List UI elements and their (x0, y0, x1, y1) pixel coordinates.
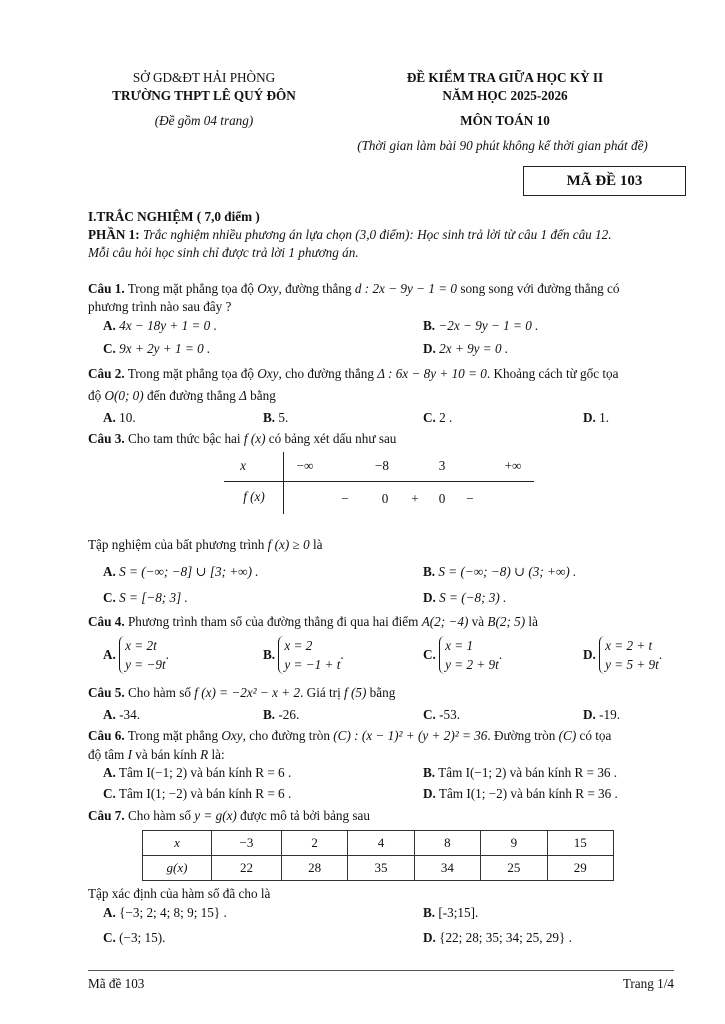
q1-d-text: 2x + 9y = 0 . (439, 341, 509, 356)
q5-d-key: D. (583, 707, 596, 722)
q1-d-key: D. (423, 341, 436, 356)
q5-option-a[interactable] (103, 707, 140, 723)
q2-a-text: 10. (119, 410, 136, 425)
q2-option-a[interactable] (103, 410, 136, 426)
q2-stem-2 (88, 388, 276, 404)
q6-a-text: Tâm I(−1; 2) và bán kính R = 6 . (118, 765, 292, 780)
q4-d-line1: x = 2 + t (605, 638, 653, 653)
q3-a-text: S = (−∞; −8] ∪ [3; +∞) . (119, 564, 259, 579)
q5-function: f (x) = −2x² − x + 2 (194, 685, 301, 700)
q2-text-d3: bằng (246, 388, 276, 403)
page-count: (Đề gồm 04 trang) (154, 113, 254, 128)
q2-d-text: 1. (599, 410, 610, 425)
part-text: Trắc nghiệm nhiều phương án lựa chọn (3,0 điểm): Học sinh trả lời từ câu 1 đến câu 12. (139, 227, 612, 242)
table-cell: 34 (414, 856, 480, 881)
q7-option-b[interactable] (423, 905, 478, 921)
section-title: I.TRẮC NGHIỆM ( 7,0 điểm ) (88, 209, 260, 224)
q4-text-a: Phương trình tham số của đường thẳng đi qua hai điểm (124, 614, 422, 629)
q7-text-a: Cho hàm số (124, 808, 195, 823)
q4-b-line1: x = 2 (284, 638, 313, 653)
q7-b-key: B. (423, 905, 436, 920)
table-cell: 35 (348, 856, 414, 881)
q2-c-key: C. (423, 410, 436, 425)
q4-label: Câu 4. (88, 614, 125, 629)
q2-label: Câu 2. (88, 366, 125, 381)
q6-option-b[interactable] (423, 765, 617, 781)
q6-text-a: Trong mặt phẳng (124, 728, 222, 743)
q6-stem-2 (88, 747, 225, 763)
q4-text-b: là (525, 614, 538, 629)
q2-b-text: 5. (278, 410, 289, 425)
q7-function: y = g(x) (194, 808, 237, 823)
q4-b-system (278, 636, 340, 674)
q3-option-d[interactable] (423, 590, 506, 606)
time-note: (Thời gian làm bài 90 phút không kể thời gian phát đề) (357, 138, 648, 153)
q4-c-system (439, 636, 499, 674)
q1-text-a: Trong mặt phẳng tọa độ (124, 281, 258, 296)
q1-c-key: C. (103, 341, 116, 356)
q4-b-line2: y = −1 + t (284, 657, 341, 672)
q4-d-line2: y = 5 + 9t (605, 657, 659, 672)
q5-a-key: A. (103, 707, 116, 722)
q6-r: R (200, 747, 209, 762)
q1-option-c[interactable] (103, 341, 210, 357)
q6-option-d[interactable] (423, 786, 618, 802)
q4-c-line1: x = 1 (445, 638, 474, 653)
q2-origin: O(0; 0) (104, 388, 144, 403)
q2-text-d2: đến đường thẳng (143, 388, 240, 403)
exam-code-box (523, 166, 686, 196)
q3-d-key: D. (423, 590, 436, 605)
q2-text-a: Trong mặt phẳng tọa độ (124, 366, 258, 381)
q4-d-system (599, 636, 659, 674)
q4-option-b[interactable]: B. x = 2 y = −1 + t. (263, 638, 344, 672)
q3-a-key: A. (103, 564, 116, 579)
q2-text-c: . Khoảng cách từ gốc tọa (486, 366, 619, 381)
q5-d-text: -19. (599, 707, 621, 722)
sign-x-label: x (240, 458, 246, 473)
exam-title: ĐỀ KIỂM TRA GIỮA HỌC KỲ II (406, 70, 604, 85)
q7-option-c[interactable] (103, 930, 165, 946)
q1-b-key: B. (423, 318, 436, 333)
q3-prompt-a: Tập nghiệm của bất phương trình (88, 537, 268, 552)
q5-a-text: -34. (119, 707, 141, 722)
q2-option-b[interactable] (263, 410, 288, 426)
q2-d-key: D. (583, 410, 596, 425)
q7-c-text: (−3; 15). (119, 930, 166, 945)
q2-text-b: , cho đường thẳng (278, 366, 378, 381)
sign-value: + (411, 491, 419, 506)
q2-equation: Δ : 6x − 8y + 10 = 0 (377, 366, 487, 381)
q6-c-text: Tâm I(1; −2) và bán kính R = 6 . (118, 786, 292, 801)
q5-text-b: . Giá trị (300, 685, 345, 700)
q3-d-text: S = (−8; 3) . (439, 590, 507, 605)
q4-c-key: C. (423, 647, 436, 662)
q4-point-b: B(2; 5) (487, 614, 526, 629)
table-cell: 9 (481, 831, 547, 856)
q1-option-d[interactable] (423, 341, 508, 357)
q3-fx: f (x) (243, 431, 266, 446)
q6-i: I (127, 747, 132, 762)
table-cell: 25 (481, 856, 547, 881)
q1-option-a[interactable] (103, 318, 217, 334)
q6-text-e2: và bán kính (131, 747, 201, 762)
q2-a-key: A. (103, 410, 116, 425)
q3-c-text: S = [−8; 3] . (119, 590, 188, 605)
q3-prompt (88, 537, 323, 553)
table-header-g: g(x) (143, 856, 212, 881)
q5-stem (88, 685, 395, 701)
q3-label: Câu 3. (88, 431, 125, 446)
q3-prompt-b: là (309, 537, 323, 552)
q3-option-c[interactable] (103, 590, 188, 606)
sign-fx-label: f (x) (243, 489, 265, 504)
q4-point-a: A(2; −4) (421, 614, 469, 629)
q2-oxy: Oxy (257, 366, 279, 381)
q7-d-text: {22; 28; 35; 34; 25, 29} . (439, 930, 572, 945)
q6-label: Câu 6. (88, 728, 125, 743)
q1-text-c: song song với đường thẳng có (457, 281, 620, 296)
q6-d-text: Tâm I(1; −2) và bán kính R = 36 . (438, 786, 618, 801)
q7-value-table (142, 830, 614, 881)
q6-b-key: B. (423, 765, 436, 780)
q4-option-c[interactable]: C. x = 1 y = 2 + 9t. (423, 638, 503, 672)
table-cell: 15 (547, 831, 613, 856)
q3-option-a[interactable] (103, 564, 259, 580)
q5-b-text: -26. (278, 707, 300, 722)
q7-a-text: {−3; 2; 4; 8; 9; 15} . (119, 905, 227, 920)
q6-circle: (C) (558, 728, 577, 743)
q4-d-key: D. (583, 647, 596, 662)
q4-option-d[interactable]: D. x = 2 + t y = 5 + 9t. (583, 638, 663, 672)
q1-b-text: −2x − 9y − 1 = 0 . (438, 318, 539, 333)
q6-c-key: C. (103, 786, 116, 801)
q6-option-c[interactable] (103, 786, 291, 802)
q5-text-c: bằng (366, 685, 396, 700)
q1-label: Câu 1. (88, 281, 125, 296)
q7-option-a[interactable] (103, 905, 227, 921)
part-intro (88, 227, 612, 243)
q6-text-d: có tọa (576, 728, 612, 743)
q1-a-key: A. (103, 318, 116, 333)
table-header-x: x (143, 831, 212, 856)
q6-text-b: , cho đường tròn (242, 728, 334, 743)
table-cell: 22 (212, 856, 282, 881)
q5-option-c[interactable] (423, 707, 460, 723)
q6-b-text: Tâm I(−1; 2) và bán kính R = 36 . (438, 765, 618, 780)
footer-page-number: Trang 1/4 (622, 976, 674, 991)
q5-b-key: B. (263, 707, 276, 722)
q1-equation: d : 2x − 9y − 1 = 0 (354, 281, 458, 296)
q5-label: Câu 5. (88, 685, 125, 700)
q6-stem (88, 728, 611, 744)
q4-a-line1: x = 2t (125, 638, 157, 653)
sign-table-hline (224, 481, 534, 482)
q6-option-a[interactable] (103, 765, 291, 781)
q5-option-d[interactable] (583, 707, 620, 723)
q3-b-key: B. (423, 564, 436, 579)
q3-stem (88, 431, 396, 447)
q6-d-key: D. (423, 786, 436, 801)
sign-table-vline (283, 452, 284, 514)
q7-prompt: Tập xác định của hàm số đã cho là (88, 886, 271, 901)
q6-text-e3: là: (208, 747, 225, 762)
q7-text-b: được mô tả bởi bảng sau (236, 808, 370, 823)
q2-text-d1: độ (88, 388, 105, 403)
sign-value: − (341, 491, 349, 506)
q1-option-b[interactable] (423, 318, 538, 334)
part-note: Mỗi câu hỏi học sinh chỉ được trả lời 1 phương án. (88, 245, 359, 260)
sign-value: 0 (438, 491, 446, 506)
q3-inequality: f (x) ≥ 0 (267, 537, 310, 552)
table-cell: 29 (547, 856, 613, 881)
q2-delta: Δ (239, 388, 247, 403)
school-name: TRƯỜNG THPT LÊ QUÝ ĐÔN (112, 88, 296, 103)
q4-a-system (119, 636, 166, 674)
table-cell: 4 (348, 831, 414, 856)
q4-and: và (468, 614, 488, 629)
q4-stem (88, 614, 538, 630)
sign-x-value: 3 (438, 458, 446, 473)
q1-stem (88, 281, 620, 297)
q1-c-text: 9x + 2y + 1 = 0 . (119, 341, 211, 356)
sign-x-value: −8 (374, 458, 390, 473)
q4-c-line2: y = 2 + 9t (445, 657, 499, 672)
sign-value: 0 (381, 491, 389, 506)
q7-b-text: [-3;15]. (438, 905, 479, 920)
q7-d-key: D. (423, 930, 436, 945)
q3-text-b: có bảng xét dấu như sau (265, 431, 397, 446)
q7-option-d[interactable] (423, 930, 572, 946)
sign-value: − (466, 491, 474, 506)
table-row (143, 831, 614, 856)
q6-equation: (C) : (x − 1)² + (y + 2)² = 36 (333, 728, 488, 743)
q7-label: Câu 7. (88, 808, 125, 823)
q2-c-text: 2 . (439, 410, 453, 425)
q2-b-key: B. (263, 410, 276, 425)
footer-divider (88, 970, 674, 971)
table-cell: 2 (281, 831, 347, 856)
q4-option-a[interactable]: A. x = 2t y = −9t. (103, 638, 169, 672)
dept-name: SỞ GD&ĐT HẢI PHÒNG (132, 70, 276, 85)
q6-a-key: A. (103, 765, 116, 780)
q5-text-a: Cho hàm số (124, 685, 195, 700)
q5-value: f (5) (344, 685, 367, 700)
subject: MÔN TOÁN 10 (460, 113, 550, 128)
q7-a-key: A. (103, 905, 116, 920)
q4-a-line2: y = −9t (125, 657, 166, 672)
q6-oxy: Oxy (221, 728, 243, 743)
school-year: NĂM HỌC 2025-2026 (442, 88, 568, 103)
table-cell: −3 (212, 831, 282, 856)
q5-option-b[interactable] (263, 707, 299, 723)
q3-c-key: C. (103, 590, 116, 605)
part-label: PHẦN 1: (88, 227, 140, 242)
q1-oxy: Oxy (257, 281, 279, 296)
q3-text-a: Cho tam thức bậc hai (124, 431, 244, 446)
q5-c-key: C. (423, 707, 436, 722)
q6-text-c: . Đường tròn (487, 728, 559, 743)
q4-a-key: A. (103, 647, 116, 662)
q1-a-text: 4x − 18y + 1 = 0 . (119, 318, 217, 333)
table-cell: 8 (414, 831, 480, 856)
q3-b-text: S = (−∞; −8) ∪ (3; +∞) . (438, 564, 577, 579)
q5-c-text: -53. (439, 707, 461, 722)
q1-stem-2: phương trình nào sau đây ? (88, 299, 232, 314)
q6-text-e1: độ tâm (88, 747, 128, 762)
sign-x-value: −∞ (296, 458, 314, 473)
q4-b-key: B. (263, 647, 276, 662)
table-row (143, 856, 614, 881)
q3-option-b[interactable] (423, 564, 576, 580)
q2-option-c[interactable] (423, 410, 452, 426)
footer-code: Mã đề 103 (88, 976, 145, 991)
exam-code: MÃ ĐỀ 103 (566, 173, 643, 189)
q7-stem (88, 808, 370, 824)
sign-x-value: +∞ (504, 458, 522, 473)
q2-stem (88, 366, 619, 382)
table-cell: 28 (281, 856, 347, 881)
q1-text-b: , đường thẳng (278, 281, 355, 296)
q7-c-key: C. (103, 930, 116, 945)
q2-option-d[interactable] (583, 410, 609, 426)
